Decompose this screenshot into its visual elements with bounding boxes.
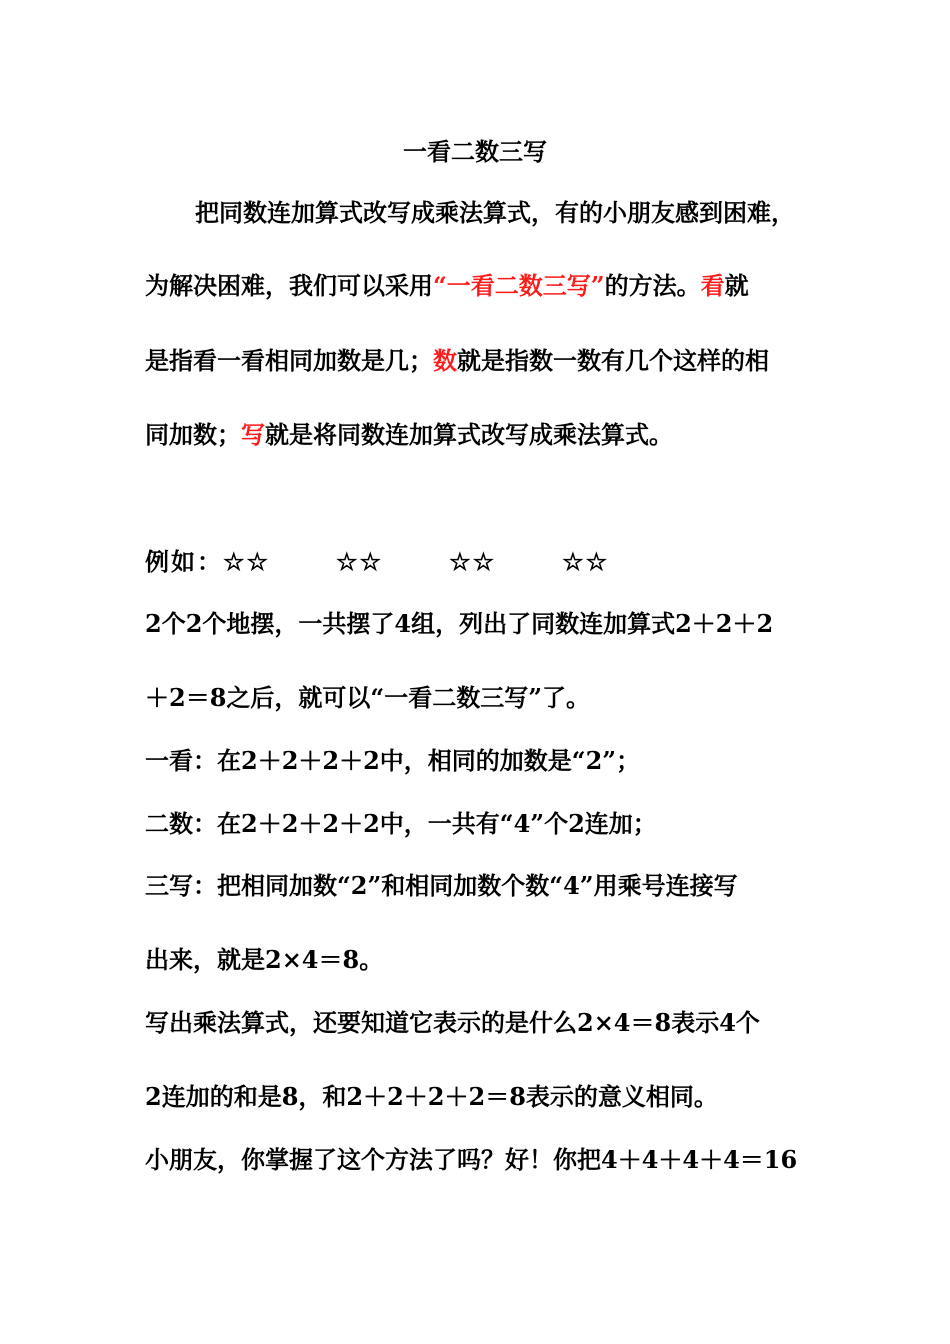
kan-highlight: 看 <box>700 271 725 300</box>
star-group-3: ☆☆ <box>449 547 497 576</box>
step-three-write-cont: 出来，就是2×4＝8。 <box>145 945 384 974</box>
example-label: 例如： <box>145 547 223 576</box>
paragraph-exercise: 小朋友，你掌握了这个方法了吗？好！你把4＋4＋4＋4＝16 <box>145 1145 798 1174</box>
method-name-highlight: “一看二数三写” <box>433 271 605 300</box>
xie-highlight: 写 <box>241 420 265 449</box>
example-row <box>145 547 609 577</box>
step-two-count: 二数：在2＋2＋2＋2中，一共有“4”个2连加； <box>145 809 657 838</box>
intro-line-1: 把同数连加算式改写成乘法算式，有的小朋友感到困难， <box>195 198 795 227</box>
star-group-2: ☆☆ <box>336 547 384 576</box>
intro-line-2-end: 就 <box>724 271 749 300</box>
intro-line-3 <box>145 346 769 376</box>
step-three-write: 三写：把相同加数“2”和相同加数个数“4”用乘号连接写 <box>145 871 738 900</box>
intro-line-4-text-b: 就是将同数连加算式改写成乘法算式。 <box>265 420 673 449</box>
intro-line-4 <box>145 420 673 450</box>
star-group-1: ☆☆ <box>223 547 271 576</box>
paragraph-meaning: 写出乘法算式，还要知道它表示的是什么2×4＝8表示4个 <box>145 1008 760 1037</box>
step-one-look: 一看：在2＋2＋2＋2中，相同的加数是“2”； <box>145 746 641 775</box>
paragraph-2: ＋2＝8之后，就可以“一看二数三写”了。 <box>145 683 591 712</box>
star-group-4: ☆☆ <box>562 547 610 576</box>
intro-line-2 <box>145 271 749 301</box>
intro-line-4-text: 同加数； <box>145 420 241 449</box>
paragraph-meaning-cont: 2连加的和是8，和2＋2＋2＋2＝8表示的意义相同。 <box>145 1082 718 1111</box>
shu-highlight: 数 <box>433 346 457 375</box>
intro-line-2-text-b: 的方法。 <box>604 271 701 300</box>
intro-line-2-text: 为解决困难，我们可以采用 <box>145 271 433 300</box>
intro-line-3-text-b: 就是指数一数有几个这样的相 <box>457 346 769 375</box>
paragraph-1: 2个2个地摆，一共摆了4组，列出了同数连加算式2＋2＋2 <box>145 609 774 638</box>
intro-line-3-text: 是指看一看相同加数是几； <box>145 346 433 375</box>
page-title: 一看二数三写 <box>403 137 547 166</box>
